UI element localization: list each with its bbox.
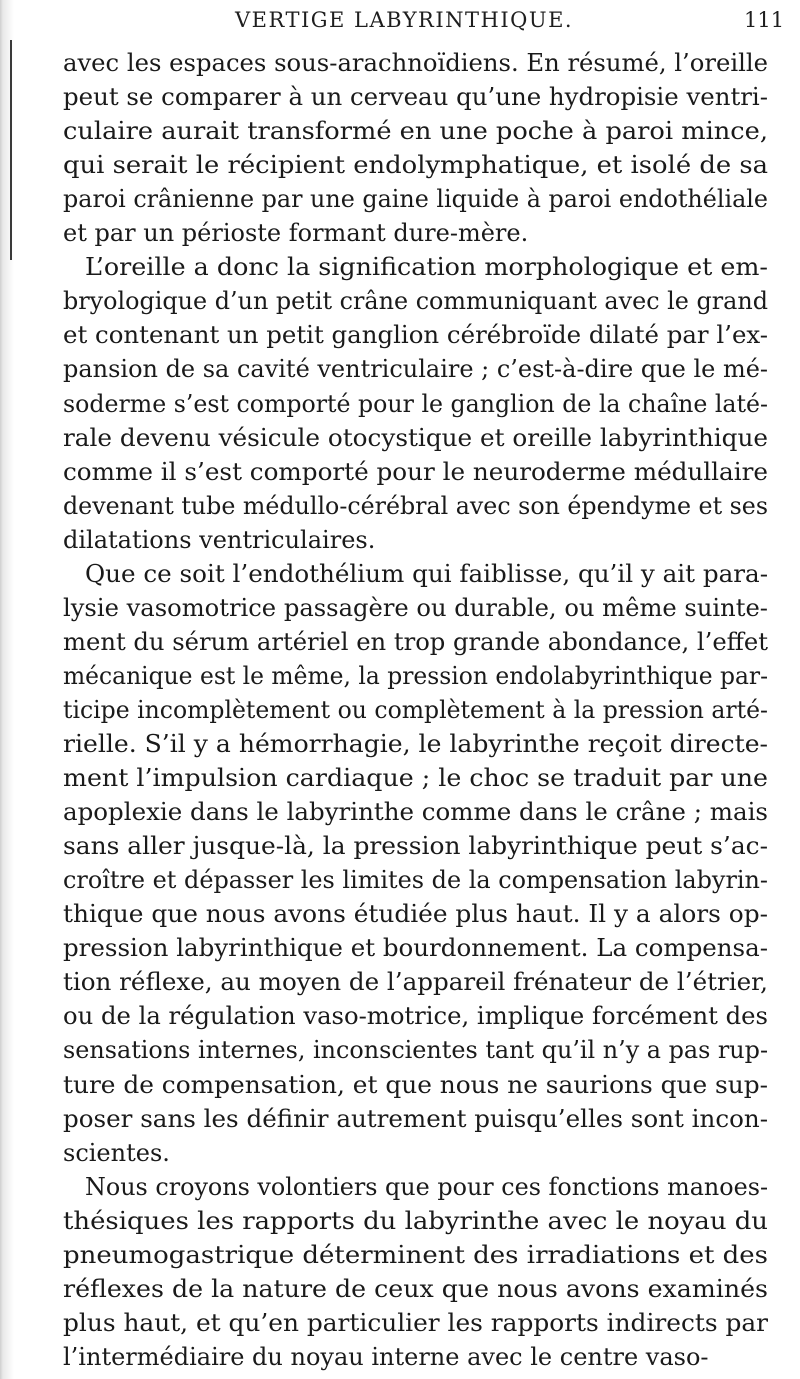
text-line: apoplexie dans le labyrinthe comme dans le crâne ; mais: [63, 798, 768, 827]
text-line: ment du sérum artériel en trop grande abondance, l’effet: [63, 627, 768, 656]
text-line: lysie vasomotrice passagère ou durable, ou même suinte-: [63, 593, 768, 622]
text-line: ou de la régulation vaso-motrice, implique forcément des: [63, 1002, 768, 1031]
text-line: rielle. S’il y a hémorrhagie, le labyrinthe reçoit directe-: [63, 730, 768, 758]
text-line: pression labyrinthique et bourdonnement. La compensa-: [63, 934, 768, 963]
text-line: poser sans les définir autrement puisqu’elles sont incon-: [63, 1104, 768, 1133]
text-line: Que ce soit l’endothélium qui faiblisse, qu’il y ait para-: [85, 559, 768, 588]
text-line: avec les espaces sous-arachnoïdiens. En résumé, l’oreille: [63, 49, 768, 77]
text-line: rale devenu vésicule otocystique et oreille labyrinthique: [63, 423, 768, 452]
text-line: pneumogastrique déterminent des irradiations et des: [63, 1240, 768, 1269]
text-line: réflexes de la nature de ceux que nous avons examinés: [63, 1274, 768, 1303]
text-line: ture de compensation, et que nous ne saurions que sup-: [63, 1070, 768, 1099]
page-number: 111: [744, 8, 785, 32]
text-line: qui serait le récipient endolymphatique, et isolé de sa: [63, 151, 768, 180]
text-line: mécanique est le même, la pression endolabyrinthique par-: [63, 661, 768, 690]
text-line: pansion de sa cavité ventriculaire ; c’est-à-dire que le mé-: [63, 355, 768, 384]
text-line: devenant tube médullo-cérébral avec son épendyme et ses: [63, 491, 768, 520]
text-line: comme il s’est comporté pour le neuroderme médullaire: [63, 457, 768, 486]
text-line: Nous croyons volontiers que pour ces fonctions manoes-: [85, 1172, 768, 1201]
text-line: tion réflexe, au moyen de l’appareil frénateur de l’étrier,: [63, 968, 768, 997]
text-line: bryologique d’un petit crâne communiquant avec le grand: [63, 287, 768, 316]
text-line: scientes.: [63, 1138, 170, 1167]
text-line: paroi crânienne par une gaine liquide à paroi endothéliale: [63, 185, 768, 214]
text-line: et contenant un petit ganglion cérébroïde dilaté par l’ex-: [63, 321, 769, 350]
text-line: dilatations ventriculaires.: [63, 525, 376, 554]
text-line: sans aller jusque-là, la pression labyrinthique peut s’ac-: [63, 832, 768, 861]
text-line: thique que nous avons étudiée plus haut. Il y a alors op-: [63, 900, 768, 929]
text-line: soderme s’est comporté pour le ganglion de la chaîne laté-: [63, 389, 768, 418]
text-line: L’oreille a donc la signification morphologique et em-: [85, 253, 768, 282]
text-line: culaire aurait transformé en une poche à paroi mince,: [63, 117, 768, 146]
text-line: l’intermédiaire du noyau interne avec le centre vaso-: [63, 1342, 709, 1371]
text-line: croître et dépasser les limites de la compensation labyrin-: [63, 866, 768, 895]
text-line: plus haut, et qu’en particulier les rapports indirects par: [63, 1308, 768, 1337]
text-line: ticipe incomplètement ou complètement à la pression arté-: [63, 695, 768, 724]
text-line: thésiques les rapports du labyrinthe avec le noyau du: [63, 1206, 768, 1235]
text-line: et par un périoste formant dure-mère.: [63, 219, 529, 248]
text-line: sensations internes, inconscientes tant qu’il n’y a pas rup-: [63, 1036, 768, 1065]
text-line: peut se comparer à un cerveau qu’une hydropisie ventri-: [63, 83, 768, 112]
text-line: ment l’impulsion cardiaque ; le choc se traduit par une: [63, 764, 768, 793]
running-head: VERTIGE LABYRINTHIQUE.: [235, 8, 574, 32]
